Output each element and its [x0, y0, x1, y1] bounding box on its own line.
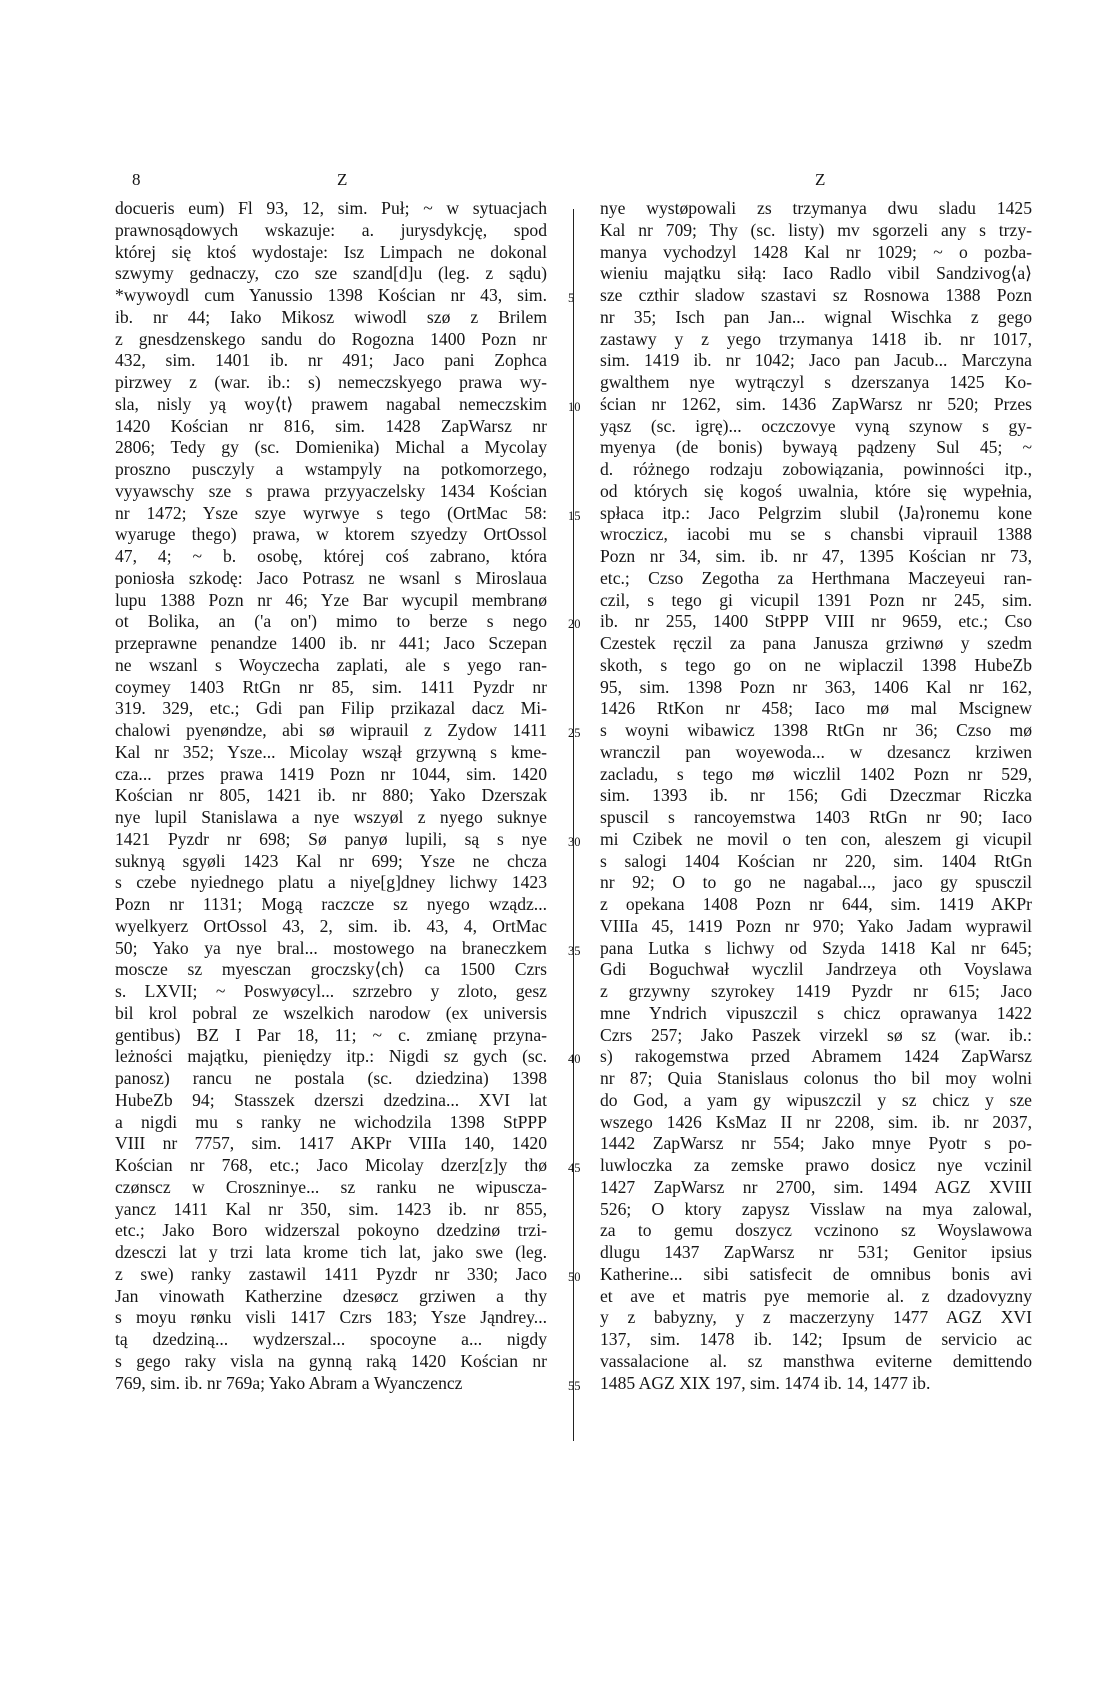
- right-column-line: 526; O ktory zapysz Visslaw na mya zalowal,: [600, 1198, 1032, 1219]
- right-column-line: VIIIa 45, 1419 Pozn nr 970; Yako Jadam wyprawil: [600, 915, 1032, 936]
- line-number: 25: [568, 726, 581, 740]
- left-column-line: 2806; Tedy gy (sc. Domienika) Michal a Mycolay: [115, 437, 547, 458]
- right-column-line: yąsz (sc. igrę)... oczczovye vyną szynow s gy-: [600, 415, 1032, 436]
- left-column-line: Jan vinowath Katherzine dzesøcz grziwen a thy: [115, 1285, 547, 1306]
- left-column-line: cza... przes prawa 1419 Pozn nr 1044, sim. 1420: [115, 763, 547, 784]
- left-column-line: sla, nisly yą woy⟨t⟩ prawem nagabal nemeczskim: [115, 393, 547, 414]
- line-number: 55: [568, 1378, 581, 1393]
- right-column-line: ib. nr 255, 1400 StPPP VIII nr 9659, etc.; Cso: [600, 611, 1032, 632]
- left-column-line: 50; Yako ya nye bral... mostowego na braneczkem: [115, 937, 547, 958]
- left-column-line: suknyą sgyøli 1423 Kal nr 699; Ysze ne chcza: [115, 850, 547, 871]
- left-column-line: a nigdi mu s ranky ne wichodzila 1398 StPPP: [115, 1111, 547, 1132]
- left-column-line: której się ktoś wydostaje: Isz Limpach ne dokonal: [115, 241, 547, 262]
- right-column-line: 1426 RtKon nr 458; Iaco mø mal Mscignew: [600, 698, 1032, 719]
- left-column-line: lupu 1388 Pozn nr 46; Yze Bar wycupil membranø: [115, 589, 547, 610]
- line-number: 30: [568, 834, 581, 849]
- right-column-line: nr 92; O to go ne nagabal..., jaco gy spusczil: [600, 872, 1032, 893]
- right-column-line: s salogi 1404 Kościan nr 220, sim. 1404 RtGn: [600, 850, 1032, 871]
- right-column-line: z opekana 1408 Pozn nr 644, sim. 1419 AKPr: [600, 894, 1032, 914]
- right-column-line: wroczicz, iacobi mu se s chansbi viprauil 1388: [600, 524, 1032, 545]
- column-divider: [573, 209, 574, 1441]
- right-column-line: etc.; Czso Zegotha za Herthmana Maczeyeui ran-: [600, 567, 1032, 588]
- right-column-line: d. różnego rodzaju zobowiązania, powinności itp.,: [600, 459, 1032, 479]
- right-column-line: Czestek ręczil za pana Janusza grziwnø y szedm: [600, 633, 1032, 653]
- left-column: [115, 198, 547, 1394]
- left-column-line: s moyu rønku visli 1417 Czrs 183; Ysze Jąndrey...: [115, 1307, 547, 1328]
- left-column-line: panosz) rancu ne postala (sc. dziedzina) 1398: [115, 1068, 547, 1088]
- right-column-line: 95, sim. 1398 Pozn nr 363, 1406 Kal nr 162,: [600, 676, 1032, 697]
- left-column-line: ib. nr 44; Iako Mikosz wiwodl szø z Brilem: [115, 306, 547, 327]
- right-column-line: et ave et matris pye memorie al. z dzadovyzny: [600, 1285, 1032, 1306]
- left-column-line: 47, 4; ~ b. osobę, której coś zabrano, która: [115, 546, 547, 566]
- page-number: 8: [132, 170, 141, 189]
- right-column-line: wranczil pan woyewoda... w dzesancz krziwen: [600, 741, 1032, 762]
- right-column-line: pana Lutka s lichwy od Szyda 1418 Kal nr 645;: [600, 937, 1032, 958]
- left-column-line: ne wszanl s Woyczecha zaplati, ale s yego ran-: [115, 654, 547, 675]
- line-number: 10: [568, 399, 581, 414]
- right-column-line: Kal nr 709; Thy (sc. listy) mv sgorzeli any s trzy-: [600, 219, 1032, 240]
- left-column-line: bil krol pobral ze wszelkich narodow (ex universis: [115, 1002, 547, 1023]
- right-column-line: zastawy y z yego trzymanya 1418 ib. nr 1017,: [600, 328, 1032, 349]
- right-column-line: 1442 ZapWarsz nr 554; Jako mnye Pyotr s po-: [600, 1133, 1032, 1154]
- running-head-right: Z: [815, 170, 826, 189]
- right-column-line: myenya (de bonis) bywayą pądzeny Sul 45; ~: [600, 437, 1032, 458]
- left-column-line: pirzwey z (war. ib.: s) nemeczskyego prawa wy-: [115, 372, 547, 392]
- right-column-line: wszego 1426 KsMaz II nr 2208, sim. ib. nr 2037,: [600, 1111, 1032, 1132]
- right-column-line: z grzywny szyrokey 1419 Pyzdr nr 615; Jaco: [600, 981, 1032, 1001]
- left-column-line: Kościan nr 768, etc.; Jaco Micolay dzerz[z]y thø: [115, 1155, 547, 1175]
- right-column-line: Czrs 257; Jako Paszek virzekl sø sz (war. ib.:: [600, 1024, 1032, 1045]
- left-column-line: dzesczi lat y trzi lata krome tich lat, jako swe (leg.: [115, 1242, 547, 1262]
- right-column-line: sim. 1393 ib. nr 156; Gdi Dzeczmar Riczka: [600, 785, 1032, 806]
- line-number: 5: [568, 291, 575, 305]
- left-column-line: VIII nr 7757, sim. 1417 AKPr VIIIa 140, 1420: [115, 1133, 547, 1154]
- right-column-line: zacladu, s tego mø wiczlil 1402 Pozn nr 529,: [600, 763, 1032, 784]
- left-column-line: prawnosądowych wskazuje: a. jurysdykcję, spod: [115, 219, 547, 240]
- right-column-line: ścian nr 1262, sim. 1436 ZapWarsz nr 520; Przes: [600, 393, 1032, 414]
- left-column-line: wyaruge thego) prawa, w ktorem szyedzy OrtOssol: [115, 524, 547, 545]
- line-number: 50: [568, 1269, 581, 1284]
- left-column-line: coymey 1403 RtGn nr 85, sim. 1411 Pyzdr nr: [115, 676, 547, 697]
- right-column-line: vassalacione al. sz mansthwa eviterne demittendo: [600, 1350, 1032, 1371]
- left-column-line: 1420 Kościan nr 816, sim. 1428 ZapWarsz nr: [115, 415, 547, 436]
- right-column-line: s) rakogemstwa przed Abramem 1424 ZapWarsz: [600, 1046, 1032, 1067]
- line-number: 20: [568, 617, 581, 632]
- running-head-left: Z: [337, 170, 348, 189]
- right-column-line: wieniu majątku siłą: Iaco Radlo vibil Sandzivog⟨a⟩: [600, 263, 1032, 284]
- right-column-line: czil, s tego gi vicupil 1391 Pozn nr 245, sim.: [600, 589, 1032, 610]
- right-column-line: nr 35; Isch pan Jan... wignal Wischka z gego: [600, 306, 1032, 327]
- right-column-line: 1485 AGZ XIX 197, sim. 1474 ib. 14, 1477 ib.: [600, 1372, 931, 1393]
- line-number: 15: [568, 508, 581, 523]
- left-column-line: etc.; Jako Boro widzerszal pokoyno dzedzinø trzi-: [115, 1220, 547, 1241]
- left-column-line: Kal nr 352; Ysze... Micolay wszął grzywną s kme-: [115, 741, 547, 762]
- left-column-line: szwymy gednaczy, czo sze szand[d]u (leg. z sądu): [115, 263, 547, 284]
- left-column-line: nye lupil Stanislawa a nye wszyøl z nyego suknye: [115, 807, 547, 827]
- right-column-line: mi Czibek ne movil o ten con, aleszem gi vicupil: [600, 828, 1032, 849]
- left-column-line: Kościan nr 805, 1421 ib. nr 880; Yako Dzerszak: [115, 785, 547, 806]
- right-column-line: nr 87; Quia Stanislaus colonus tho bil moy wolni: [600, 1068, 1032, 1088]
- right-column-line: za to gemu doszycz vczinono sz Woyslawowa: [600, 1220, 1032, 1241]
- left-column-line: s. LXVII; ~ Poswyøcyl... szrzebro y zloto, gesz: [115, 981, 547, 1001]
- left-column-line: tą dzedziną... wydzerszal... spocoyne a... nigdy: [115, 1329, 547, 1349]
- left-column-line: 1421 Pyzdr nr 698; Sø panyø lupili, są s nye: [115, 828, 547, 849]
- left-column-line: moscze sz myesczan groczsky⟨ch⟩ ca 1500 Czrs: [115, 959, 547, 980]
- line-number: 40: [568, 1052, 581, 1067]
- right-column-line: do God, a yam gy wipuszczil y sz chicz y sze: [600, 1089, 1032, 1110]
- right-column-line: s woyni wibawicz 1398 RtGn nr 36; Czso mø: [600, 720, 1032, 740]
- right-column-line: manya vychodzyl 1428 Kal nr 1029; ~ o pozba-: [600, 241, 1032, 262]
- left-column-line: chalowi pyenøndze, abi sø wiprauil z Zydow 1411: [115, 720, 547, 740]
- left-column-line: proszno pusczyly a wstampyly na potkomorzego,: [115, 459, 547, 479]
- right-column-line: gwalthem nye wytrączyl s dzerszanya 1425 Ko-: [600, 372, 1032, 392]
- right-column: [600, 198, 1032, 1394]
- left-column-line: yancz 1411 Kal nr 350, sim. 1423 ib. nr 855,: [115, 1198, 547, 1219]
- left-column-line: nr 1472; Ysze szye wyrwye s tego (OrtMac 58:: [115, 502, 547, 523]
- left-column-line: leżności majątku, pieniędzy itp.: Nigdi sz gych (sc.: [115, 1046, 547, 1067]
- left-column-line: vyyawschy sze s prawa przyyaczelsky 1434 Kościan: [115, 480, 547, 501]
- right-column-line: Katherine... sibi satisfecit de omnibus bonis avi: [600, 1263, 1032, 1284]
- left-column-line: s gego raky visla na gynną raką 1420 Kościan nr: [115, 1350, 547, 1371]
- right-column-line: luwloczka za zemske prawo dosicz nye vczinil: [600, 1155, 1032, 1175]
- right-column-line: Gdi Boguchwał wyczlil Jandrzeya oth Voyslawa: [600, 959, 1032, 980]
- right-column-line: spłaca itp.: Jaco Pelgrzim slubil ⟨Ja⟩ronemu kone: [600, 502, 1032, 523]
- right-column-line: mne Yndrich vipuszczil s chicz oprawanya 1422: [600, 1002, 1032, 1023]
- left-column-line: 769, sim. ib. nr 769a; Yako Abram a Wyanczencz: [115, 1372, 463, 1393]
- left-column-line: z gnesdzenskego sandu do Rogozna 1400 Pozn nr: [115, 328, 547, 349]
- left-column-line: s czebe nyiednego platu a niye[g]dney lichwy 1423: [115, 872, 547, 893]
- left-column-line: wyelkyerz OrtOssol 43, 2, sim. ib. 43, 4, OrtMac: [115, 915, 547, 936]
- right-column-line: skoth, s tego go on ne wiplaczil 1398 HubeZb: [600, 654, 1032, 675]
- left-column-line: *wywoydl cum Yanussio 1398 Kościan nr 43, sim.: [115, 285, 547, 305]
- right-column-line: sze czthir sladow szastavi sz Rosnowa 1388 Pozn: [600, 285, 1032, 305]
- left-column-line: gentibus) BZ I Par 18, 11; ~ c. zmianę przyna-: [115, 1024, 547, 1045]
- left-column-line: Pozn nr 1131; Mogą raczcze sz nyego wządz...: [115, 894, 547, 914]
- left-column-line: HubeZb 94; Stasszek dzerszi dzedzina... XVI lat: [115, 1089, 547, 1110]
- left-column-line: ot Bolika, an ('a on') mimo to berze s nego: [115, 611, 547, 632]
- right-column-line: nye wystøpowali zs trzymanya dwu sladu 1425: [600, 198, 1032, 218]
- right-column-line: y z babyzny, y z maczerzyny 1477 AGZ XVI: [600, 1307, 1032, 1328]
- line-number: 35: [568, 943, 581, 958]
- right-column-line: od których się kogoś uwalnia, które się wypełnia,: [600, 480, 1032, 501]
- left-column-line: z swe) ranky zastawil 1411 Pyzdr nr 330; Jaco: [115, 1263, 547, 1284]
- right-column-line: Pozn nr 34, sim. ib. nr 47, 1395 Kościan nr 73,: [600, 546, 1032, 566]
- left-column-line: przeprawne penandze 1400 ib. nr 441; Jaco Sczepan: [115, 633, 547, 653]
- right-column-line: sim. 1419 ib. nr 1042; Jaco pan Jacub... Marczyna: [600, 350, 1032, 371]
- left-column-line: docueris eum) Fl 93, 12, sim. Puł; ~ w sytuacjach: [115, 198, 547, 218]
- left-column-line: 319. 329, etc.; Gdi pan Filip przikazal dacz Mi-: [115, 698, 547, 719]
- right-column-line: 1427 ZapWarsz nr 2700, sim. 1494 AGZ XVIII: [600, 1176, 1032, 1197]
- right-column-line: spuscil s rancoyemstwa 1403 RtGn nr 90; Iaco: [600, 807, 1032, 827]
- left-column-line: 432, sim. 1401 ib. nr 491; Jaco pani Zophca: [115, 350, 547, 371]
- right-column-line: dlugu 1437 ZapWarsz nr 531; Genitor ipsius: [600, 1242, 1032, 1262]
- left-column-line: poniosła szkodę: Jaco Potrasz ne wsanl s Miroslaua: [115, 567, 547, 588]
- line-number: 45: [568, 1161, 581, 1175]
- right-column-line: 137, sim. 1478 ib. 142; Ipsum de servicio ac: [600, 1329, 1032, 1349]
- left-column-line: czønscz w Croszninye... sz ranku ne wipuscza-: [115, 1176, 547, 1197]
